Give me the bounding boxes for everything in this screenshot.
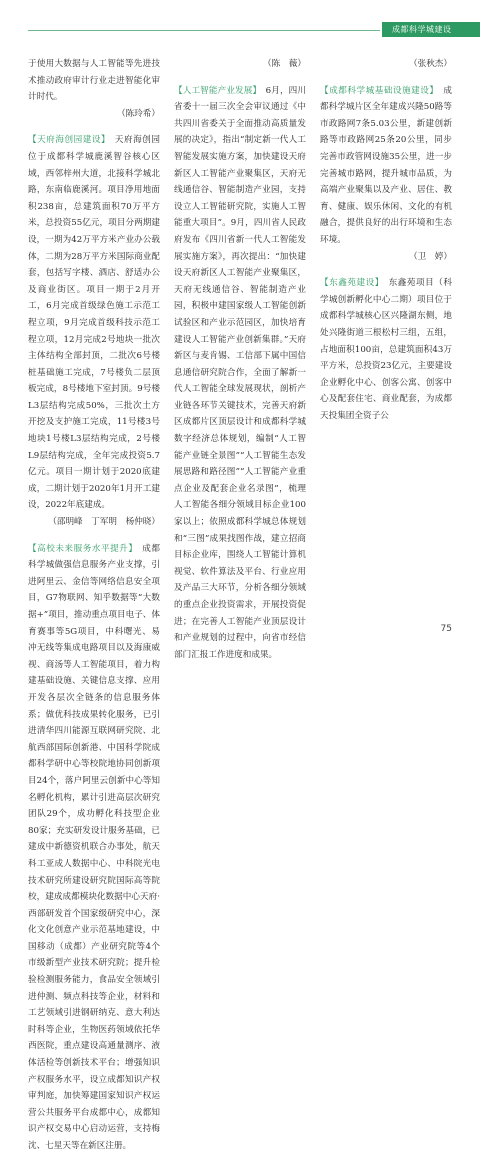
article-author: （陈 薇） — [263, 59, 306, 69]
article-paragraph — [174, 83, 306, 664]
page-header — [0, 22, 480, 36]
header-section-tag: 成都科学城建设 — [382, 22, 480, 37]
article-body: 成都科学城片区全年建成兴隆50路等市政路网7条5.03公里，新建创新路等市政路网25条20公里，同步完善市政管网设施35公里，进一步完善城市路网，提升城市品质，为高端产业聚集以及产业、居住、教育、健康、娱乐休闲、文化的有机融合，提供良好的出行环境和生态环境。 — [320, 85, 452, 245]
page-number: 75 — [440, 624, 452, 634]
article-body: 东鑫苑项目（科学城创新孵化中心二期）项目位于成都科学城核心区兴隆湖东侧，地处兴隆街道三根松村三组，五组，占地面积100亩，总建筑面积43万平方米，总投资23亿元，主要建设企业孵化中心、创客公寓、创客中心及配套住宅、商业配套，为成都天投集团全资子公 — [320, 278, 452, 421]
article-author: （张秋杰） — [409, 59, 452, 69]
text-column-3 — [320, 56, 452, 424]
bracket-open: 【 — [28, 135, 38, 146]
text-column-1 — [28, 56, 160, 1155]
article-continuation: 于使用大数据与人工智能等先进技术推动政府审计行业走进智能化审计时代。 — [28, 59, 160, 103]
article-author: （陈玲希） — [117, 108, 160, 119]
article-author: （邵明峰 丁军明 杨仲晓） — [48, 517, 160, 528]
text-column-2 — [174, 56, 306, 663]
bracket-open: 【 — [320, 85, 330, 96]
article-paragraph — [28, 132, 160, 514]
section-heading: 高校未来服务水平提升 — [37, 543, 129, 554]
bracket-close: 】 — [100, 135, 106, 146]
bracket-open: 【 — [174, 85, 183, 96]
article-paragraph — [320, 275, 452, 424]
article-body: 天府海创园位于成都科学城鹿溪智谷核心区域，西邻梓州大道，北接科学城北路，东南临鹿溪河。项目净用地面积238亩，总建筑面积70万平方米，总投资55亿元，项目分两期建设，一期为42万平方米产业办公载体，二期为28万平方米国际商业配套，包括写字楼、酒店、舒适办公及商业街区。项目一期于2月开工，6月完成首级绿色施工示范工程立项，9月完成首级科技示范工程立项，12月完成2号地块一批次主体结构全部封顶，二批次6号楼桩基础施工完成，7号楼负二层顶板完成，8号楼地下室封顶。9号楼L3层结构完成50%，三批次土方开挖及支护施工完成，11号楼3号地块1号楼L3层结构完成，2号楼L9层结构完成，全年完成投资5.7亿元。项目一期计划于2020底建成，二期计划于2020年1月开工建设，2022年底建成。 — [28, 135, 160, 511]
article-body: 6月，四川省委十一届三次全会审议通过《中共四川省委关于全面推动高质量发展的决定》，指出“制定新一代人工智能发展实施方案，加快建设天府新区人工智能产业聚集区，天府无线通信谷、智能制造产业园，支持设立人工智能研究院，实施人工智能重大项目”。9月，四川省人民政府发布《四川省新一代人工智能发展实施方案》，再次提出：“加快建设天府新区人工智能产业聚集区，天府无线通信谷、智能制造产业园，积极申建国家级人工智能创新试验区和产业示范园区，加快培育建设人工智能产业创新集群。”天府新区与麦肯锡、工信部下属中国信息通信研究院合作，全面了解新一代人工智能全球发展现状，剖析产业链各环节关键技术，完善天府新区成都片区顶层设计和成都科学城数字经济总体规划，编制“人工智能产业链全景图”“人工智能生态发展思路和路径图”“人工智能产业重点企业及配套企业名录图”，梳理人工智能各细分领域目标企业100家以上；依照成都科学城总体规划和“三图”成果找图作战，建立招商目标企业库，围绕人工智能计算机视觉、软件算法及平台、行业应用及产品三大环节，分析各细分领域的重点企业投资需求，开展投资促进；在完善人工智能产业顶层设计和产业规划的过程中，向省市经信部门汇报工作进度和成果。 — [174, 85, 306, 660]
bracket-close: 】 — [374, 278, 380, 289]
article-author: （卫 婷） — [409, 251, 452, 262]
article-paragraph — [320, 83, 452, 249]
header-rule — [28, 30, 380, 31]
bracket-close: 】 — [252, 85, 257, 96]
bracket-close: 】 — [429, 85, 435, 96]
article-paragraph — [28, 541, 160, 1155]
section-heading: 天府海创园建设 — [37, 135, 101, 146]
section-heading: 成都科学城基础设施建设 — [329, 85, 430, 96]
bracket-open: 【 — [28, 543, 38, 554]
bracket-open: 【 — [320, 278, 330, 289]
bracket-close: 】 — [128, 543, 134, 554]
section-heading: 东鑫苑建设 — [329, 278, 375, 289]
section-heading: 人工智能产业发展 — [182, 85, 253, 96]
article-body: 成都科学城做强信息服务产业支撑，引进阿里云、金信等网络信息安全项目，G7物联网、知乎数据等“大数据+”项目，推动重点项目电子、体育赛事等5G项目，中科曙光、易冲无线等集成电路项目以及海康威视、商汤等人工智能项目，着力构建基础设施、关键信息支撑、应用开发各层次全链条的信息服务体系；做优科技成果转化服务，已引进清华四川能源互联网研究院、北航西部国际创新港、中国科学院成都科学研中心等校院地协同创新项目24个，落户阿里云创新中心等知名孵化机构，累计引进高层次研究团队29个，成功孵化科技型企业80家；充实研发设计服务基础，已建成中新德资机联合办事处，航天科工亚成人数据中心、中科院光电技术研究所建设研究院国际高等院校，建成成都模块化数据中心天府·西部研发首个国家级研究中心，深化文化创意产业示范基地建设，中国移动（成都）产业研究院等4个市级新型产业技术研究院；提升检验检测服务能力，食品安全领域引进仲测、频点科技等企业，材料和工艺领域引进钢研纳克、意大利达时科等企业，生物医药领域依托华西医院，重点建设高通量测序、液体活检等创新技术平台；增强知识产权服务水平，设立成都知识产权审判庭，加快筹建国家知识产权运营公共服务平台成都中心，成都知识产权交易中心启动运营，支持梅沈、七星天等在新区注册。 — [28, 543, 160, 1151]
